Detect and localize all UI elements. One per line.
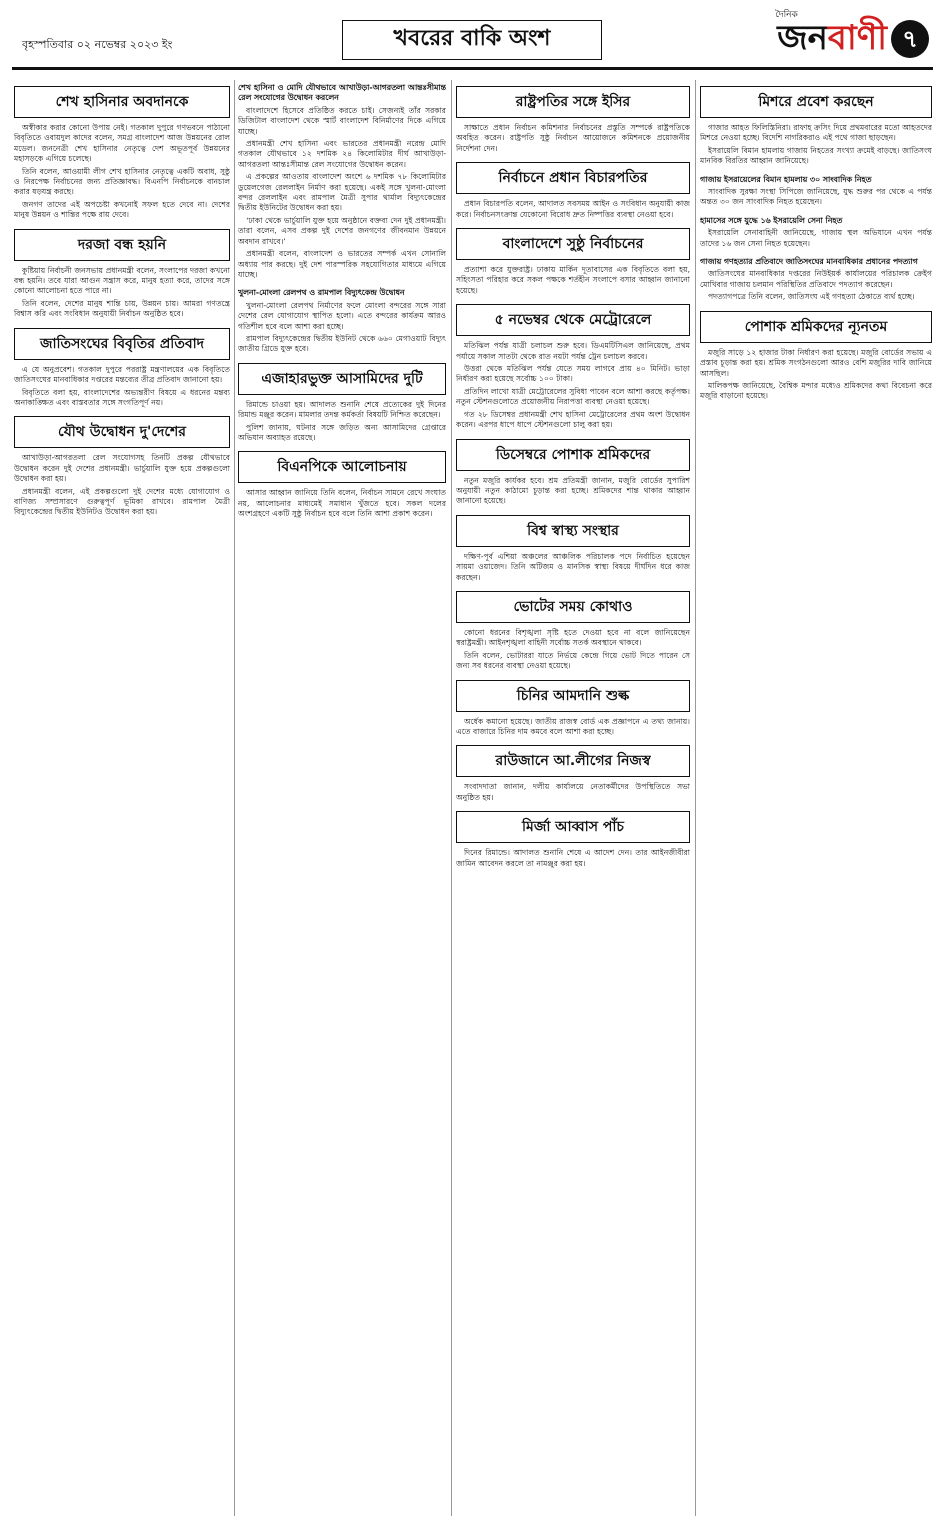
article-headline: দরজা বন্ধ হয়নি <box>14 229 230 261</box>
article-headline: পোশাক শ্রমিকদের ন্যূনতম <box>700 311 932 343</box>
article-body <box>456 628 690 672</box>
article-paragraph: প্রধানমন্ত্রী শেখ হাসিনা এবং ভারতের প্রধানমন্ত্রী নরেন্দ্র মোদি গতকাল যৌথভাবে ১২ দশমিক ২৪ কিলোমিটার দীর্ঘ আখাউড়া-আগরতলা আন্তঃসীমান্ত রেল সংযোগের উদ্বোধন করেন। <box>238 139 446 169</box>
article <box>456 591 690 672</box>
article-paragraph: আখাউড়া-আগরতলা রেল সংযোগসহ তিনটি প্রকল্প যৌথভাবে উদ্বোধন করেন দুই দেশের প্রধানমন্ত্রী। ভার্চুয়ালি যুক্ত হয়ে প্রকল্পগুলো উদ্বোধন করা হয়। <box>14 453 230 484</box>
article-paragraph: দিনের রিমান্ডে। আদালত শুনানি শেষে এ আদেশ দেন। তার আইনজীবীরা জামিন আবেদন করলে তা নামঞ্জুর করা হয়। <box>456 848 690 868</box>
article-subhead: গাজায় ইসরায়েলের বিমান হামলায় ৩০ সাংবাদিক নিহত <box>700 174 872 184</box>
article-paragraph: প্রধানমন্ত্রী বলেন, এই প্রকল্পগুলো দুই দেশের মধ্যে যোগাযোগ ও বাণিজ্য সম্প্রসারণে গুরুত্বপূর্ণ ভূমিকা রাখবে। রামপাল মৈত্রী বিদ্যুৎকেন্দ্রের দ্বিতীয় ইউনিটও উদ্বোধন করা হয়। <box>14 486 230 517</box>
article-headline: মির্জা আব্বাস পাঁচ <box>456 811 690 843</box>
article-paragraph: ‘ঢাকা থেকে ভার্চুয়ালি যুক্ত হয়ে অনুষ্ঠানে বক্তব্য দেন দুই প্রধানমন্ত্রী। তারা বলেন, এসব প্রকল্প দুই দেশের জনগণের জীবনমান উন্নয়নে অবদান রাখবে।’ <box>238 215 446 246</box>
article-paragraph: ইসরায়েলি সেনাবাহিনী জানিয়েছে, গাজায় স্থল অভিযানে এখন পর্যন্ত তাদের ১৬ জন সেনা নিহত হয়েছেন। <box>700 228 932 248</box>
article-paragraph: বিবৃতিতে বলা হয়, বাংলাদেশের অভ্যন্তরীণ বিষয়ে এ ধরনের মন্তব্য অনাকাঙ্ক্ষিত এবং বাস্তবতার সঙ্গে সংগতিপূর্ণ নয়। <box>14 387 230 407</box>
article <box>14 86 230 221</box>
article-paragraph: এ প্রকল্পের আওতায় বাংলাদেশ অংশে ৬ দশমিক ৭৮ কিলোমিটার ডুয়েলগেজ রেললাইন নির্মাণ করা হয়েছে। একই সঙ্গে খুলনা-মোংলা বন্দর রেললাইন এবং রামপাল মৈত্রী সুপার থার্মাল বিদ্যুৎকেন্দ্রের দ্বিতীয় ইউনিটের উদ্বোধন করা হয়। <box>238 172 446 213</box>
article-body <box>14 453 230 517</box>
article <box>456 745 690 803</box>
article-paragraph: প্রতিদিন লাখো যাত্রী মেট্রোরেলের সুবিধা পাবেন বলে আশা করছে কর্তৃপক্ষ। নতুন স্টেশনগুলোতে প্রয়োজনীয় নিরাপত্তা ব্যবস্থা নেওয়া হয়েছে। <box>456 386 690 407</box>
article <box>238 363 446 444</box>
article-body <box>238 488 446 519</box>
article-headline: যৌথ উদ্বোধন দু'দেশের <box>14 416 230 448</box>
article-subhead: হামাসের সঙ্গে যুদ্ধে ১৬ ইসরায়েলি সেনা নিহত <box>700 215 843 225</box>
article-paragraph: নতুন মজুরি কার্যকর হবে। শ্রম প্রতিমন্ত্রী জানান, মজুরি বোর্ডের সুপারিশ অনুযায়ী নতুন কাঠামো চূড়ান্ত করা হচ্ছে। শ্রমিকদের শান্ত থাকার আহ্বান জানানো হয়েছে। <box>456 475 690 506</box>
article-paragraph: দক্ষিণ-পূর্ব এশিয়া অঞ্চলের আঞ্চলিক পরিচালক পদে নির্বাচিত হয়েছেন সায়মা ওয়াজেদ। তিনি অটিজম ও মানসিক স্বাস্থ্য বিষয়ে দীর্ঘদিন ধরে কাজ করছেন। <box>456 551 690 582</box>
article-body <box>238 83 446 280</box>
article-paragraph: বাংলাদেশে হিসেবে প্রতিষ্ঠিত করতে চাই। সেজন্যই তাঁর সরকার ডিজিটাল বাংলাদেশ থেকে স্মার্ট বাংলাদেশ বিনির্মাণের দিকে এগিয়ে যাচ্ছে। <box>238 105 446 136</box>
article-headline: ডিসেম্বরে পোশাক শ্রমিকদের <box>456 439 690 471</box>
article <box>14 229 230 320</box>
article-headline: ৫ নভেম্বর থেকে মেট্রোরেলে <box>456 304 690 336</box>
article-paragraph: সাংবাদিক সুরক্ষা সংস্থা সিপিজে জানিয়েছে, যুদ্ধ শুরুর পর থেকে এ পর্যন্ত অন্তত ৩০ জন সাংবাদিক নিহত হয়েছেন। <box>700 187 932 207</box>
article-headline: শেখ হাসিনার অবদানকে <box>14 86 230 118</box>
article <box>456 228 690 296</box>
article-paragraph: অস্বীকার করার কোনো উপায় নেই। গতকাল দুপুরে গণভবনে পাঠানো বিবৃতিতে ওবায়দুল কাদের বলেন, সমগ্র বাংলাদেশ আজ উন্নয়নের রোল মডেল। জননেত্রী শেখ হাসিনার নেতৃত্বে দেশ অভূতপূর্ব উন্নয়নের মহাসড়কে এগিয়ে চলেছে। <box>14 123 230 164</box>
article <box>456 515 690 583</box>
column-divider <box>451 80 452 1516</box>
article-body <box>456 717 690 738</box>
article-paragraph: মালিকপক্ষ জানিয়েছে, বৈশ্বিক মন্দার মধ্যেও শ্রমিকদের কথা বিবেচনা করে মজুরি বাড়ানো হয়েছে। <box>700 380 932 401</box>
article-paragraph: গাজার আহত ফিলিস্তিনিরা। রাফাহ ক্রসিং দিয়ে প্রথমবারের মতো আহতদের মিশরে নেওয়া হচ্ছে। বিদেশি নাগরিকরাও এই পথে গাজা ছাড়ছেন। <box>700 123 932 143</box>
column-2 <box>238 80 446 1516</box>
article <box>238 451 446 519</box>
article-body <box>700 348 932 402</box>
article-body <box>456 782 690 803</box>
article-headline: বিএনপিকে আলোচনায় <box>238 451 446 483</box>
article-paragraph: খুলনা-মোংলা রেলপথ নির্মাণের ফলে মোংলা বন্দরের সঙ্গে সারা দেশের রেল যোগাযোগ স্থাপিত হলো। এতে বন্দরের কার্যক্রম আরও গতিশীল হবে বলে আশা করা হচ্ছে। <box>238 300 446 331</box>
article <box>456 811 690 869</box>
article-paragraph: প্রত্যাশা করে যুক্তরাষ্ট্র। ঢাকায় মার্কিন দূতাবাসের এক বিবৃতিতে বলা হয়, সহিংসতা পরিহার করে সকল পক্ষকে শর্তহীন সংলাপে বসার আহ্বান জানানো হয়েছে। <box>456 265 690 295</box>
article <box>456 162 690 220</box>
logo-small-text: দৈনিক <box>775 10 798 20</box>
article-body <box>14 123 230 221</box>
article-headline: বাংলাদেশে সুষ্ঠু নির্বাচনের <box>456 228 690 260</box>
article-body <box>700 257 932 303</box>
article <box>700 311 932 402</box>
article <box>238 288 446 354</box>
article-body <box>14 365 230 409</box>
article-paragraph: তিনি বলেন, ভোটাররা যাতে নির্ভয়ে কেন্দ্রে গিয়ে ভোট দিতে পারেন সে জন্য সব ধরনের ব্যবস্থা নেওয়া হয়েছে। <box>456 650 690 671</box>
article-paragraph: গত ২৮ ডিসেম্বর প্রধানমন্ত্রী শেখ হাসিনা মেট্রোরেলের প্রথম অংশ উদ্বোধন করেন। এরপর ধাপে ধাপে স্টেশনগুলো চালু করা হয়। <box>456 409 690 430</box>
article-headline: নির্বাচনে প্রধান বিচারপতির <box>456 162 690 194</box>
article <box>14 416 230 517</box>
page-number: ৭ <box>891 20 929 58</box>
article-paragraph: প্রধানমন্ত্রী বলেন, বাংলাদেশ ও ভারতের সম্পর্ক এখন সোনালি অধ্যায় পার করছে। দুই দেশ পারস্পরিক সহযোগিতার মাধ্যমে এগিয়ে যাচ্ছে। <box>238 249 446 279</box>
article-subhead: গাজায় গণহত্যার প্রতিবাদে জাতিসংঘের মানবাধিকার প্রধানের পদত্যাগ <box>700 257 918 267</box>
article <box>700 175 932 208</box>
article-body <box>456 199 690 220</box>
article <box>456 439 690 507</box>
article <box>238 83 446 280</box>
article-body <box>14 266 230 320</box>
article-headline: চিনির আমদানি শুল্ক <box>456 680 690 712</box>
article-paragraph: অর্ধেক কমানো হয়েছে। জাতীয় রাজস্ব বোর্ড এক প্রজ্ঞাপনে এ তথ্য জানায়। এতে বাজারে চিনির দাম কমবে বলে আশা করা হচ্ছে। <box>456 716 690 736</box>
column-4 <box>700 80 932 1516</box>
article-body <box>456 341 690 430</box>
article-headline: ভোটের সময় কোথাও <box>456 591 690 623</box>
article-paragraph: পদত্যাগপত্রে তিনি বলেন, জাতিসংঘ এই গণহত্যা ঠেকাতে ব্যর্থ হচ্ছে। <box>708 292 915 302</box>
article-paragraph: কুষ্টিয়ায় নির্বাচনী জনসভায় প্রধানমন্ত্রী বলেন, সংলাপের দরজা কখনো বন্ধ হয়নি। তবে যারা আগুন সন্ত্রাস করে, মানুষ হত্যা করে, তাদের সঙ্গে কোনো আলোচনা হতে পারে না। <box>14 265 230 296</box>
article-paragraph: রিমান্ডে চাওয়া হয়। আদালত শুনানি শেষে প্রত্যেকের দুই দিনের রিমান্ড মঞ্জুর করেন। মামলার তদন্ত কর্মকর্তা বিষয়টি নিশ্চিত করেছেন। <box>238 399 446 420</box>
article-paragraph: প্রধান বিচারপতি বলেন, আদালত সবসময় আইন ও সংবিধান অনুযায়ী কাজ করে। নির্বাচনসংক্রান্ত যেকোনো বিরোধ দ্রুত নিষ্পত্তির ব্যবস্থা নেওয়া হবে। <box>456 199 690 219</box>
column-3 <box>456 80 690 1516</box>
article <box>456 86 690 154</box>
newspaper-logo <box>775 10 887 60</box>
column-divider <box>234 80 235 1516</box>
article <box>700 86 932 167</box>
article-paragraph: ইসরায়েলি বিমান হামলায় গাজায় নিহতের সংখ্যা ক্রমেই বাড়ছে। জাতিসংঘ মানবিক বিরতির আহ্বান জানিয়েছে। <box>700 145 932 166</box>
article-paragraph: জাতিসংঘের মানবাধিকার দপ্তরের নিউইয়র্ক কার্যালয়ের পরিচালক ক্রেইগ মোখিবার গাজায় চলমান পরিস্থিতির প্রতিবাদে পদত্যাগ করেছেন। <box>700 269 932 289</box>
article-body <box>700 175 932 208</box>
article-headline: বিশ্ব স্বাস্থ্য সংস্থার <box>456 515 690 547</box>
article-paragraph: উত্তরা থেকে মতিঝিল পর্যন্ত যেতে সময় লাগবে প্রায় ৪০ মিনিট। ভাড়া নির্ধারণ করা হয়েছে সর্বোচ্চ ১০০ টাকা। <box>456 364 690 384</box>
article-subhead: খুলনা-মোংলা রেলপথ ও রামপাল বিদ্যুৎকেন্দ্র উদ্বোধন <box>238 288 405 298</box>
article-paragraph: মতিঝিল পর্যন্ত যাত্রী চলাচল শুরু হবে। ডিএমটিসিএল জানিয়েছে, প্রথম পর্যায়ে সকাল সাতটা থেকে রাত নয়টা পর্যন্ত ট্রেন চলাচল করবে। <box>456 341 690 361</box>
article-headline: রাউজানে আ.লীগের নিজস্ব <box>456 745 690 777</box>
logo-part-2: বাণী <box>827 18 887 58</box>
article-paragraph: জনগণ তাদের এই অপচেষ্টা কখনোই সফল হতে দেবে না। দেশের মানুষ উন্নয়ন ও শান্তির পক্ষে রায় দেবে। <box>14 199 230 220</box>
article-body <box>456 552 690 583</box>
article-paragraph: মজুরি সাড়ে ১২ হাজার টাকা নির্ধারণ করা হয়েছে। মজুরি বোর্ডের সভায় এ প্রস্তাব চূড়ান্ত করা হয়। শ্রমিক সংগঠনগুলো আরও বেশি মজুরির দাবি জানিয়ে আসছিল। <box>700 347 932 378</box>
article-headline: রাষ্ট্রপতির সঙ্গে ইসির <box>456 86 690 118</box>
column-divider <box>695 80 696 1516</box>
article-paragraph: আসার আহ্বান জানিয়ে তিনি বলেন, নির্বাচন সামনে রেখে সংঘাত নয়, আলোচনার মাধ্যমেই সমাধান খুঁজতে হবে। সকল দলের অংশগ্রহণে একটি সুষ্ঠু নির্বাচন হবে বলে তিনি আশা প্রকাশ করেন। <box>238 488 446 519</box>
article-subhead: শেখ হাসিনা ও মোদি যৌথভাবে আখাউড়া-আগরতলা আন্তঃসীমান্ত রেল সংযোগের উদ্বোধন করলেন <box>238 83 446 103</box>
article-body <box>700 216 932 249</box>
column-1 <box>14 80 230 1516</box>
publication-date: বৃহস্পতিবার ০২ নভেম্বর ২০২৩ ইং <box>22 38 173 51</box>
article-body <box>456 265 690 296</box>
article-paragraph: এ যে অনুপ্রবেশ। গতকাল দুপুরে পররাষ্ট্র মন্ত্রণালয়ের এক বিবৃতিতে জাতিসংঘের মানবাধিকার দপ্তরের মন্তব্যের তীব্র প্রতিবাদ জানানো হয়। <box>14 364 230 385</box>
article-paragraph: তিনি বলেন, দেশের মানুষ শান্তি চায়, উন্নয়ন চায়। আমরা গণতন্ত্রে বিশ্বাস করি এবং সংবিধান অনুযায়ী নির্বাচন অনুষ্ঠিত হবে। <box>14 298 230 319</box>
article-paragraph: রামপাল বিদ্যুৎকেন্দ্রের দ্বিতীয় ইউনিট থেকে ৬৬০ মেগাওয়াট বিদ্যুৎ জাতীয় গ্রিডে যুক্ত হবে। <box>238 333 446 354</box>
article-body <box>456 848 690 869</box>
article-paragraph: কোনো ধরনের বিশৃঙ্খলা সৃষ্টি হতে দেওয়া হবে না বলে জানিয়েছেন স্বরাষ্ট্রমন্ত্রী। আইনশৃঙ্খলা বাহিনী সর্বোচ্চ সতর্ক অবস্থানে থাকবে। <box>456 627 690 648</box>
article-body <box>238 288 446 354</box>
article-paragraph: তিনি বলেন, আওয়ামী লীগ শেখ হাসিনার নেতৃত্বে একটি অবাধ, সুষ্ঠু ও নিরপেক্ষ নির্বাচনের জন্য প্রতিজ্ঞাবদ্ধ। বিএনপি নির্বাচনকে বানচাল করার ষড়যন্ত্র করছে। <box>14 166 230 197</box>
article <box>14 328 230 409</box>
article-paragraph: পুলিশ জানায়, ঘটনার সঙ্গে জড়িত অন্য আসামিদের গ্রেপ্তারে অভিযান অব্যাহত রয়েছে। <box>238 422 446 442</box>
masthead <box>12 12 933 70</box>
article-body <box>700 123 932 167</box>
article-headline: মিশরে প্রবেশ করছেন <box>700 86 932 118</box>
article-headline: জাতিসংঘের বিবৃতির প্রতিবাদ <box>14 328 230 360</box>
article <box>456 680 690 738</box>
section-title: খবরের বাকি অংশ <box>342 20 602 60</box>
article-body <box>456 476 690 507</box>
article <box>700 216 932 249</box>
article-body <box>456 123 690 154</box>
article-body <box>238 400 446 444</box>
article-headline: এজাহারভুক্ত আসামিদের দুটি <box>238 363 446 395</box>
article <box>456 304 690 430</box>
logo-part-1: জন <box>777 18 828 58</box>
article <box>700 257 932 303</box>
article-paragraph: সাক্ষাতে প্রধান নির্বাচন কমিশনার নির্বাচনের প্রস্তুতি সম্পর্কে রাষ্ট্রপতিকে অবহিত করেন। রাষ্ট্রপতি সুষ্ঠু নির্বাচন আয়োজনে কমিশনকে প্রয়োজনীয় নির্দেশনা দেন। <box>456 123 690 153</box>
article-paragraph: সংবাদদাতা জানান, দলীয় কার্যালয়ে নেতাকর্মীদের উপস্থিতিতে সভা অনুষ্ঠিত হয়। <box>456 782 690 802</box>
